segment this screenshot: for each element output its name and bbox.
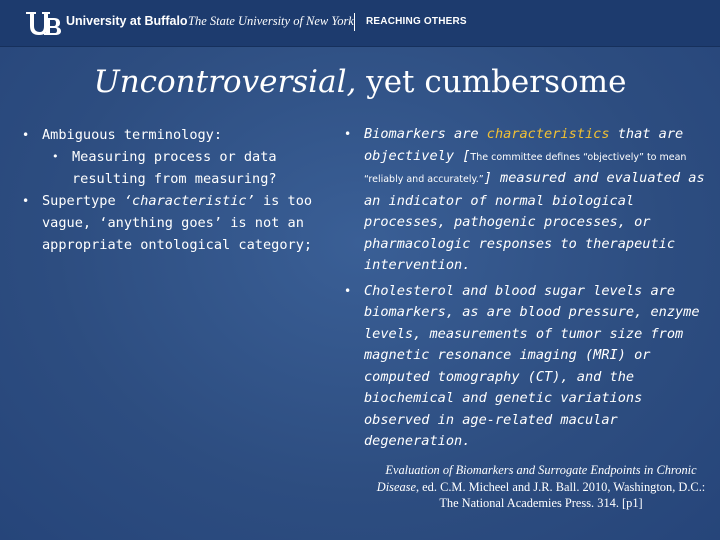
right-bullet-1-prefix: Biomarkers are [364, 126, 487, 142]
left-column [18, 124, 320, 256]
right-bullet-1 [340, 124, 708, 277]
left-bullet-1-text: Ambiguous terminology: [42, 127, 223, 143]
characteristics-highlight: characteristics [486, 126, 610, 142]
university-name: University at Buffalo [66, 14, 188, 28]
left-bullet-2-italic: ‘characteristic’ [123, 193, 255, 209]
citation [372, 462, 710, 512]
right-bullet-1-mid: that are objectively [ [364, 126, 684, 164]
left-bullet-2-prefix: Supertype [42, 193, 124, 209]
header-divider [354, 13, 355, 31]
title-rest: yet cumbersome [356, 64, 627, 100]
left-bullet-1 [18, 124, 320, 146]
left-sub-bullet-text: Measuring process or data resulting from measuring? [72, 149, 277, 187]
right-column [340, 124, 708, 453]
left-bullet-2 [18, 190, 320, 256]
slide-title [0, 64, 720, 100]
right-bullet-2 [340, 281, 708, 453]
right-bullet-1-suffix: ] measured and evaluated as an indicator of normal biological processes, pathogenic processes, or pharmacologic responses to therapeutic intervention. [364, 170, 705, 273]
tagline: REACHING OTHERS [366, 16, 467, 27]
citation-title: Evaluation of Biomarkers and Surrogate Endpoints in Chronic Disease [376, 463, 697, 494]
citation-details: , ed. C.M. Micheel and J.R. Ball. 2010, Washington, D.C.: The National Academies Press. 314. [p1] [415, 479, 706, 510]
right-bullet-2-text: Cholesterol and blood sugar levels are biomarkers, as are blood pressure, enzyme levels, measurements of tumor size from magnetic resonance imaging (MRI) or computed tomography (CT), and the biochemical and genetic variations observed in age-related macular degeneration. [364, 282, 700, 449]
left-bullet-2-suffix: is too vague, ‘anything goes’ is not an appropriate ontological category; [42, 193, 313, 253]
title-italic: Uncontroversial, [93, 64, 357, 100]
header-bar [0, 0, 720, 47]
left-sub-bullet [18, 146, 320, 190]
ub-logo-icon [24, 10, 62, 36]
objectively-note: The committee defines “objectively” to mean “reliably and accurately.” [364, 151, 687, 185]
university-subtitle: The State University of New York [188, 14, 354, 28]
